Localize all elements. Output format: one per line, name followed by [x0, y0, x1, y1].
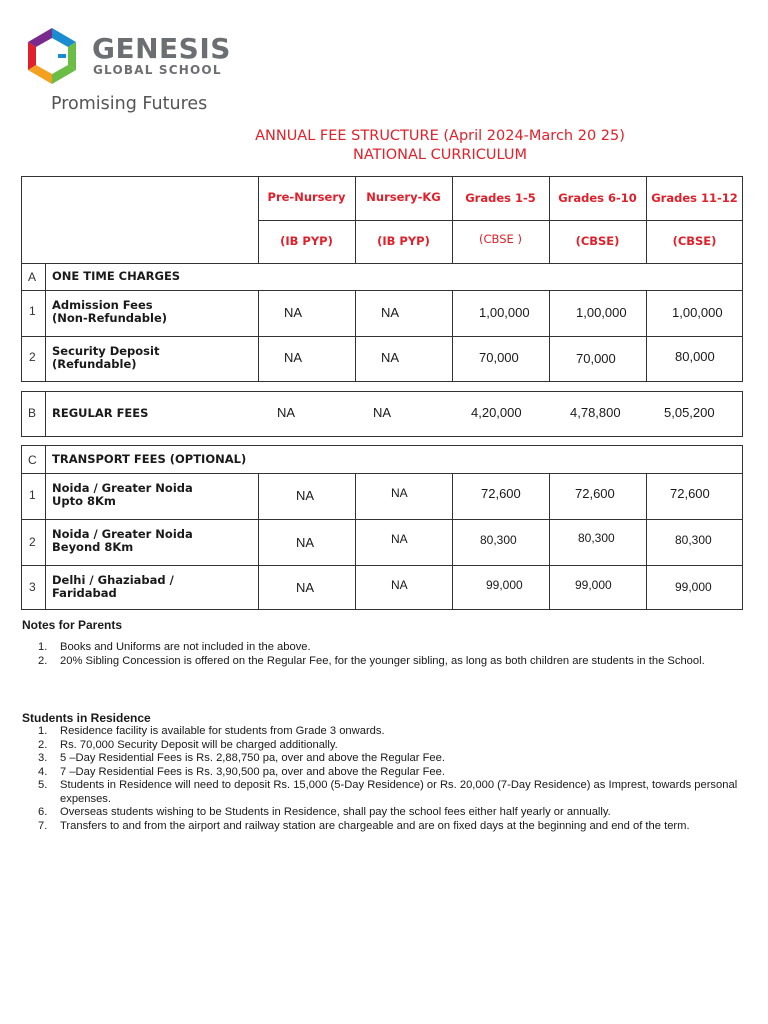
brand-subname: GLOBAL SCHOOL — [93, 63, 222, 77]
fee-value: NA — [391, 532, 408, 546]
fee-value: 80,300 — [578, 531, 615, 545]
column-curriculum: (CBSE) — [672, 234, 717, 248]
column-curriculum: (IB PYP) — [377, 234, 430, 248]
fee-value: NA — [391, 486, 408, 500]
fee-value: 72,600 — [670, 486, 710, 501]
brand-tagline: Promising Futures — [51, 94, 208, 114]
row-label: Noida / Greater Noida — [52, 481, 193, 495]
column-curriculum: (CBSE ) — [479, 232, 522, 246]
row-number: 2 — [29, 350, 36, 364]
list-item: 5. Students in Residence will need to deposit Rs. 15,000 (5-Day Residence) or Rs. 20,000 (7-Day Residence) as Imprest, towards personal expenses. — [38, 779, 738, 805]
column-header: Pre-Nursery — [267, 190, 346, 204]
column-header: Nursery-KG — [366, 190, 441, 204]
row-number: 2 — [29, 535, 36, 549]
row-label: (Refundable) — [52, 357, 137, 371]
fee-value: 80,300 — [480, 533, 517, 547]
column-curriculum: (CBSE) — [575, 234, 620, 248]
row-label: Upto 8Km — [52, 494, 116, 508]
fee-value: NA — [284, 305, 303, 320]
row-label: Beyond 8Km — [52, 540, 134, 554]
list-item: 1. Books and Uniforms are not included in the above. — [38, 641, 311, 653]
row-label: Security Deposit — [52, 344, 160, 358]
fee-value: 4,78,800 — [570, 405, 621, 420]
row-number: 3 — [29, 580, 36, 594]
fee-value: 4,20,000 — [471, 405, 522, 420]
fee-value: 80,000 — [675, 349, 715, 364]
residence-heading: Students in Residence — [22, 711, 151, 725]
list-item: 1. Residence facility is available for students from Grade 3 onwards. — [38, 725, 385, 737]
fee-value: 99,000 — [675, 580, 712, 594]
row-label: Admission Fees — [52, 298, 153, 312]
row-label: Faridabad — [52, 586, 117, 600]
fee-value: 72,600 — [481, 486, 521, 501]
list-item: 3. 5 –Day Residential Fees is Rs. 2,88,750 pa, over and above the Regular Fee. — [38, 752, 445, 764]
fee-value: 5,05,200 — [664, 405, 715, 420]
column-header: Grades 11-12 — [651, 191, 738, 205]
page-title: ANNUAL FEE STRUCTURE (April 2024-March 20 25) — [255, 128, 625, 144]
row-label: (Non-Refundable) — [52, 311, 167, 325]
fee-value: NA — [296, 488, 315, 503]
row-number: 1 — [29, 304, 36, 318]
fee-value: NA — [296, 580, 315, 595]
column-header: Grades 1-5 — [465, 191, 536, 205]
school-logo-icon — [20, 24, 84, 88]
fee-value: 72,600 — [575, 486, 615, 501]
section-title: TRANSPORT FEES (OPTIONAL) — [52, 452, 247, 466]
fee-value: NA — [381, 350, 400, 365]
fee-value: NA — [381, 305, 400, 320]
fee-value: 1,00,000 — [576, 305, 627, 320]
fee-value: 70,000 — [576, 351, 616, 366]
fee-value: NA — [391, 578, 408, 592]
fee-value: NA — [277, 405, 296, 420]
notes-heading: Notes for Parents — [22, 618, 123, 632]
section-letter: C — [28, 453, 37, 467]
list-item: 6. Overseas students wishing to be Students in Residence, shall pay the school fees either half yearly or annually. — [38, 806, 611, 818]
list-item: 2. Rs. 70,000 Security Deposit will be charged additionally. — [38, 738, 338, 751]
column-curriculum: (IB PYP) — [280, 234, 333, 248]
residence-list — [38, 725, 746, 833]
fee-value: 1,00,000 — [479, 305, 530, 320]
fee-value: 99,000 — [575, 578, 612, 592]
column-header: Grades 6-10 — [558, 191, 637, 205]
list-item: 4. 7 –Day Residential Fees is Rs. 3,90,500 pa, over and above the Regular Fee. — [38, 765, 445, 778]
fee-value: NA — [373, 405, 392, 420]
section-letter: A — [28, 270, 37, 284]
page-subtitle: NATIONAL CURRICULUM — [352, 147, 528, 163]
fee-value: 99,000 — [486, 578, 523, 592]
row-label: Delhi / Ghaziabad / — [52, 573, 174, 587]
brand-name: GENESIS — [92, 32, 231, 65]
fee-value: NA — [296, 535, 315, 550]
fee-value: 1,00,000 — [672, 305, 723, 320]
fee-value: 70,000 — [479, 350, 519, 365]
section-title: ONE TIME CHARGES — [52, 269, 181, 283]
section-letter: B — [28, 406, 37, 420]
fee-value: NA — [284, 350, 303, 365]
fee-value: 80,300 — [675, 533, 712, 547]
row-label: Noida / Greater Noida — [52, 527, 193, 541]
notes-list — [38, 641, 744, 668]
list-item: 7. Transfers to and from the airport and railway station are chargeable and are on fixed days at the beginning and end of the term. — [38, 819, 690, 832]
section-title: REGULAR FEES — [52, 406, 149, 420]
row-number: 1 — [29, 488, 36, 502]
list-item: 2. 20% Sibling Concession is offered on the Regular Fee, for the younger sibling, as long as both children are students in the School. — [38, 654, 705, 667]
